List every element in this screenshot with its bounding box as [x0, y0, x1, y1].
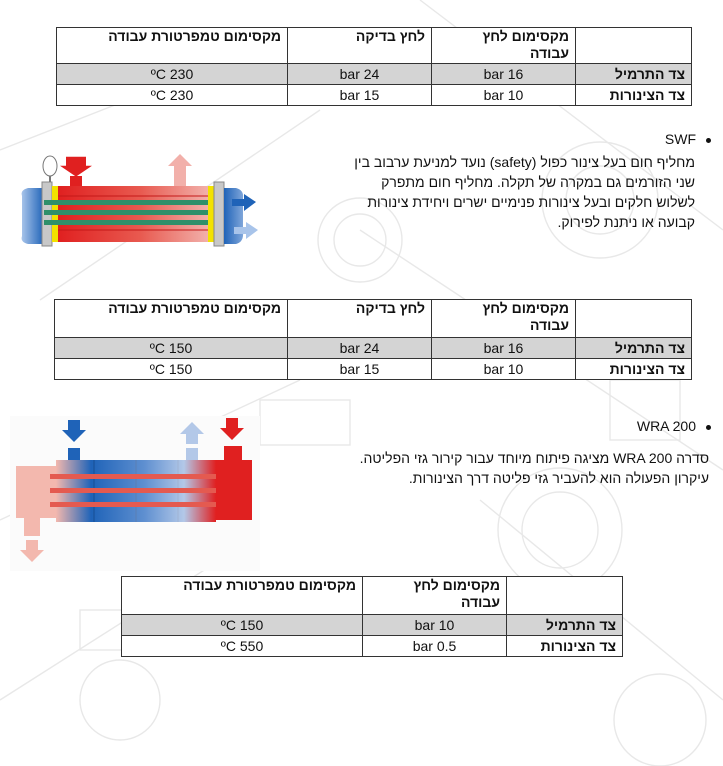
max-pressure-header: מקסימום לחץ עבודה [363, 577, 507, 615]
swf-title: SWF [664, 131, 696, 147]
max-temp-cell: 150 ºC [55, 359, 288, 380]
specs-table-1 [56, 27, 692, 106]
swf-bullet [665, 131, 711, 147]
row-label: צד התרמיל [576, 64, 692, 85]
table-row [57, 85, 692, 106]
bullet-dot [706, 138, 711, 143]
max-pressure-cell: 10 bar [363, 615, 507, 636]
swf-heat-exchanger-illustration [14, 150, 260, 258]
max-temp-header: מקסימום טמפרטורת עבודה [55, 300, 288, 338]
max-pressure-cell: 0.5 bar [363, 636, 507, 657]
test-pressure-cell: 15 bar [288, 359, 432, 380]
row-label: צד הצינורות [507, 636, 623, 657]
max-temp-cell: 550 ºC [122, 636, 363, 657]
wra-description: סדרה WRA 200 מציגה פיתוח מיוחד עבור קירור גזי הפליטה. עיקרון הפעולה הוא להעביר גזי פליטה דרך הצינורות. [359, 450, 709, 486]
test-pressure-cell: 15 bar [288, 85, 432, 106]
max-temp-cell: 230 ºC [57, 64, 288, 85]
max-pressure-cell: 10 bar [432, 359, 576, 380]
wra-title: WRA 200 [636, 418, 696, 434]
max-temp-header: מקסימום טמפרטורת עבודה [122, 577, 363, 615]
row-label-header [507, 577, 623, 615]
specs-table-3 [121, 576, 623, 657]
table-row [122, 636, 623, 657]
max-temp-cell: 230 ºC [57, 85, 288, 106]
max-pressure-header: מקסימום לחץ עבודה [432, 28, 576, 64]
test-pressure-header: לחץ בדיקה [288, 300, 432, 338]
table-row [55, 359, 692, 380]
row-label-header [576, 28, 692, 64]
row-label: צד התרמיל [576, 338, 692, 359]
max-temp-cell: 150 ºC [122, 615, 363, 636]
specs-table-2 [54, 299, 692, 380]
row-label: צד הצינורות [576, 85, 692, 106]
swf-description: מחליף חום בעל צינור כפול (safety) נועד למניעת ערבוב בין שני הזורמים גם במקרה של תקלה. מחליף חום מתפרק לשלוש חלקים ובעל צינורות פנימיים ישרים ויחידת צינורות קבועה או ניתנת לפירוק. [354, 154, 695, 230]
table-row [55, 338, 692, 359]
row-label-header [576, 300, 692, 338]
test-pressure-header: לחץ בדיקה [288, 28, 432, 64]
table-row [57, 64, 692, 85]
max-temp-cell: 150 ºC [55, 338, 288, 359]
test-pressure-cell: 24 bar [288, 338, 432, 359]
table-row [122, 615, 623, 636]
wra-200-heat-exchanger-illustration [10, 416, 260, 571]
test-pressure-cell: 24 bar [288, 64, 432, 85]
bullet-dot [706, 425, 711, 430]
wra-bullet [637, 418, 711, 434]
max-pressure-cell: 10 bar [432, 85, 576, 106]
row-label: צד התרמיל [507, 615, 623, 636]
max-pressure-cell: 16 bar [432, 338, 576, 359]
max-temp-header: מקסימום טמפרטורת עבודה [57, 28, 288, 64]
row-label: צד הצינורות [576, 359, 692, 380]
max-pressure-header: מקסימום לחץ עבודה [432, 300, 576, 338]
max-pressure-cell: 16 bar [432, 64, 576, 85]
